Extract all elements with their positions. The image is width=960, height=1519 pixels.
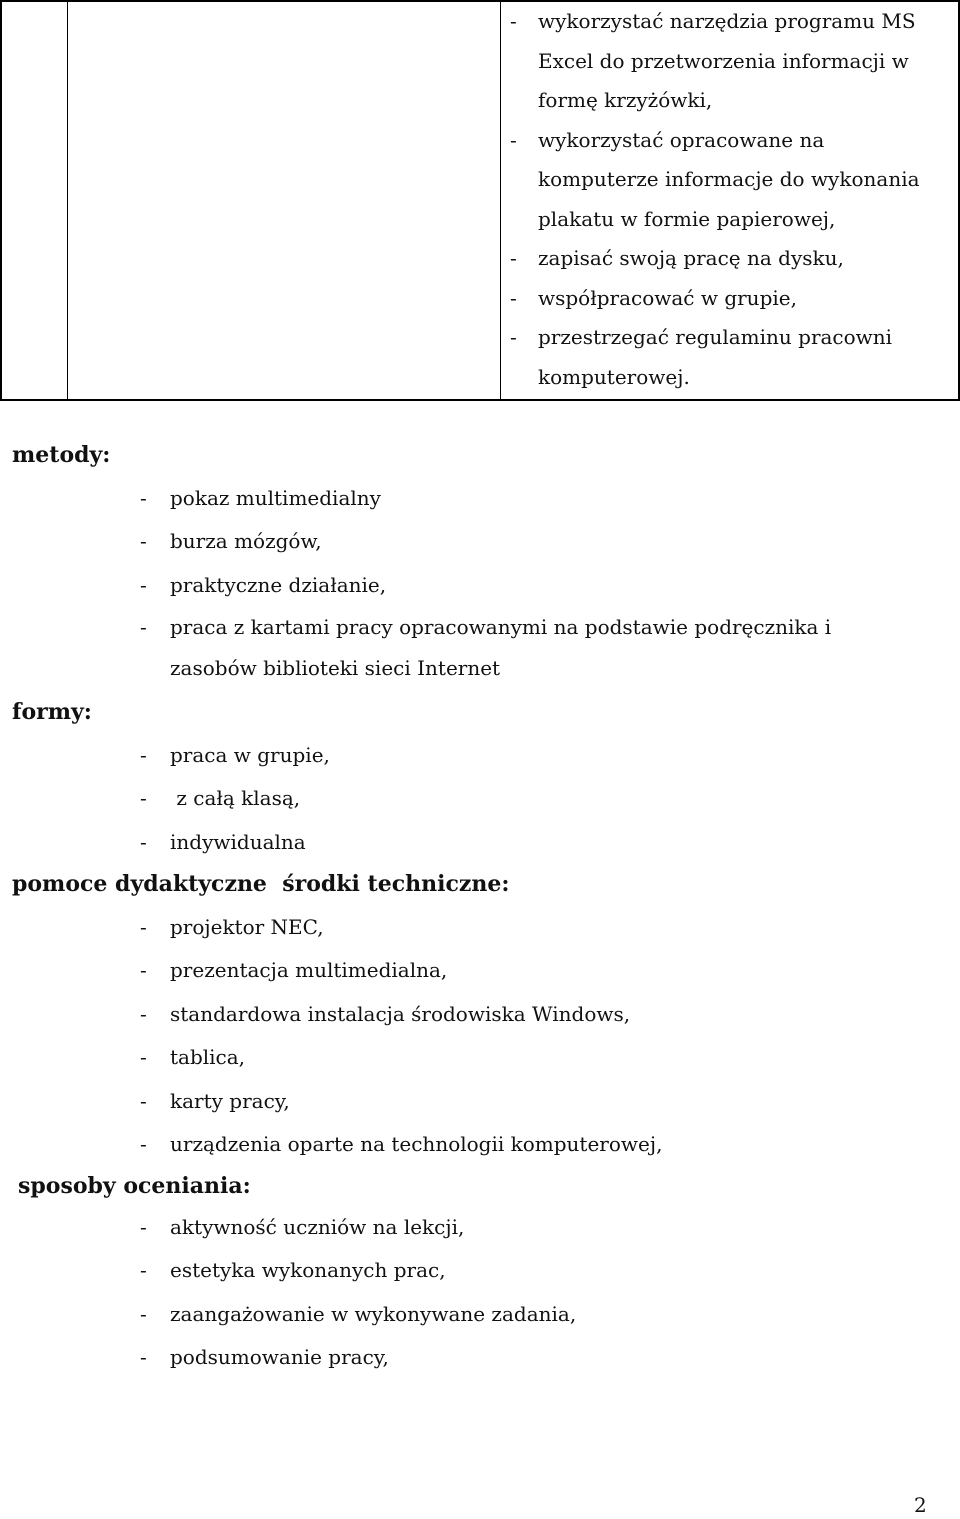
- list-dash: -: [510, 127, 517, 152]
- list-dash: -: [140, 1301, 147, 1326]
- list-dash: -: [140, 786, 147, 811]
- list-item: [140, 821, 940, 864]
- list-item-text: indywidualna: [170, 829, 306, 854]
- list-item-text: prezentacja multimedialna,: [170, 958, 448, 983]
- list-dash: -: [140, 572, 147, 597]
- list-dash: -: [140, 1132, 147, 1157]
- list-item-text: wykorzystać narzędzia programu MS Excel do przetworzenia informacji w formę krzyżówki,: [538, 9, 916, 112]
- section-heading-sposoby: sposoby oceniania:: [18, 1173, 251, 1199]
- list-dash: -: [140, 829, 147, 854]
- list-item-text: burza mózgów,: [170, 529, 322, 554]
- list-item-text: pokaz multimedialny: [170, 486, 381, 510]
- list-dash: -: [140, 529, 147, 554]
- list-item: [140, 993, 940, 1036]
- list-item-text: aktywność uczniów na lekcji,: [170, 1215, 465, 1239]
- list-item: [140, 1249, 940, 1292]
- table-column-divider: [500, 2, 501, 399]
- table-cell-objectives-list: [510, 2, 950, 397]
- list-dash: -: [510, 285, 517, 310]
- table-column-divider: [67, 2, 68, 399]
- list-item: [140, 734, 940, 777]
- section-heading-metody: metody:: [12, 442, 111, 468]
- list-item: [140, 949, 940, 992]
- sposoby-list: [140, 1206, 940, 1380]
- list-item-text: projektor NEC,: [170, 915, 324, 939]
- list-item-text: współpracować w grupie,: [538, 285, 797, 310]
- list-item-text: z całą klasą,: [170, 786, 301, 811]
- objectives-table: [0, 0, 960, 401]
- list-item-text: tablica,: [170, 1045, 246, 1070]
- list-dash: -: [140, 1345, 147, 1370]
- list-item-text: zapisać swoją pracę na dysku,: [538, 246, 844, 270]
- list-dash: -: [140, 486, 147, 510]
- formy-list: [140, 734, 940, 864]
- list-item: [140, 607, 890, 689]
- list-item-text: wykorzystać opracowane na komputerze informacje do wykonania plakatu w formie papierowej,: [538, 127, 920, 231]
- list-item: [140, 1206, 940, 1249]
- list-item: [140, 1336, 940, 1379]
- section-heading-formy: formy:: [12, 699, 92, 725]
- list-item: [140, 1036, 940, 1079]
- page-number: 2: [914, 1493, 927, 1517]
- list-item: [140, 1123, 940, 1166]
- list-dash: -: [510, 246, 517, 270]
- list-item: [140, 777, 940, 820]
- list-item-text: standardowa instalacja środowiska Windows,: [170, 1001, 631, 1026]
- list-item-text: praca w grupie,: [170, 743, 330, 767]
- list-item: [140, 477, 940, 520]
- list-dash: -: [140, 1215, 147, 1239]
- list-item: [510, 121, 950, 240]
- list-item: [510, 279, 950, 319]
- list-item: [510, 239, 950, 279]
- list-dash: -: [140, 615, 147, 640]
- list-item: [140, 1293, 940, 1336]
- list-dash: -: [140, 743, 147, 767]
- list-dash: -: [140, 1045, 147, 1070]
- list-dash: -: [510, 325, 517, 349]
- list-item-text: zaangażowanie w wykonywane zadania,: [170, 1301, 577, 1326]
- list-dash: -: [140, 958, 147, 983]
- list-item-text: praca z kartami pracy opracowanymi na podstawie podręcznika i zasobów biblioteki sieci Internet: [170, 615, 832, 681]
- list-item: [510, 318, 950, 397]
- list-item: [140, 564, 940, 607]
- list-item-text: estetyka wykonanych prac,: [170, 1258, 446, 1283]
- list-item-text: podsumowanie pracy,: [170, 1345, 389, 1370]
- section-heading-pomoce: pomoce dydaktyczne środki techniczne:: [12, 871, 510, 897]
- list-dash: -: [140, 1088, 147, 1113]
- list-item-text: urządzenia oparte na technologii komputerowej,: [170, 1132, 663, 1157]
- list-dash: -: [140, 915, 147, 939]
- list-item-text: praktyczne działanie,: [170, 572, 387, 597]
- metody-list: [140, 477, 940, 689]
- list-item-text: karty pracy,: [170, 1088, 290, 1113]
- list-dash: -: [510, 9, 517, 33]
- list-item: [140, 1080, 940, 1123]
- list-dash: -: [140, 1001, 147, 1026]
- list-item: [510, 2, 950, 121]
- pomoce-list: [140, 906, 940, 1166]
- list-item-text: przestrzegać regulaminu pracowni komputerowej.: [538, 325, 893, 389]
- list-dash: -: [140, 1258, 147, 1283]
- list-item: [140, 520, 940, 563]
- list-item: [140, 906, 940, 949]
